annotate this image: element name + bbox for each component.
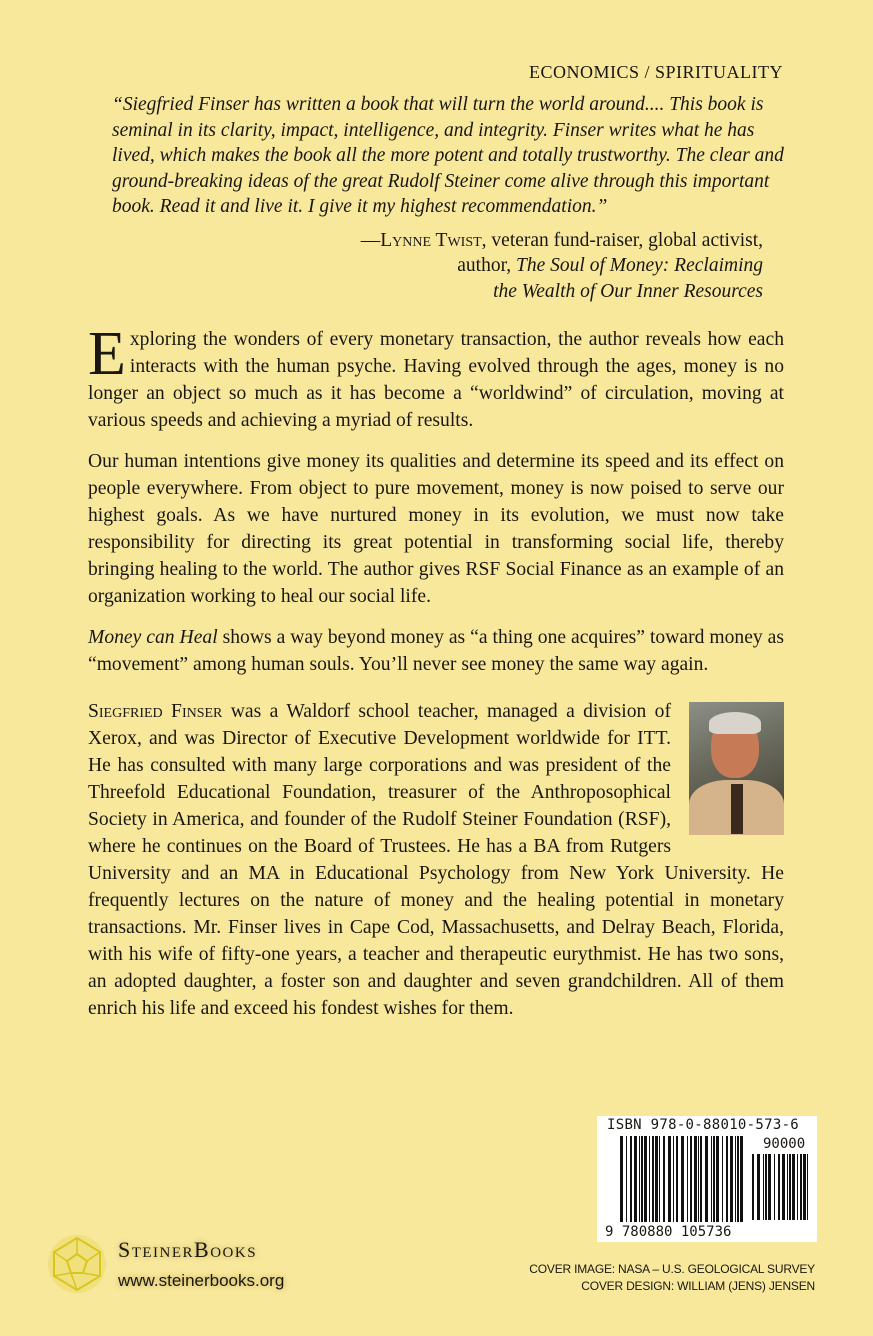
barcode-bar (659, 1136, 660, 1222)
barcode-bar (630, 1136, 632, 1222)
price-code: 90000 (763, 1136, 806, 1152)
barcode-bar (807, 1154, 808, 1220)
barcode-bar (782, 1154, 785, 1220)
barcode-bar (763, 1154, 764, 1220)
category-label: ECONOMICS / SPIRITUALITY (528, 62, 783, 82)
barcode-bar (676, 1136, 678, 1222)
barcode-bar (803, 1154, 806, 1220)
barcode-bar (730, 1136, 733, 1222)
barcode-bar (722, 1136, 723, 1222)
description-paragraph-2: Our human intentions give money its qualities and determine its speed and its effect on people everywhere. From object to pure movement, money is now poised to serve our highest goals. As we have nurtured money in its evolution, we must now take responsibility for directing its great potential in transforming social life, thereby bringing healing to the world. The author gives RSF Social Finance as an example of an organization working to heal our social life. (88, 451, 784, 607)
barcode-bar (765, 1154, 767, 1220)
endorsement-quote: “Siegfried Finser has written a book that will turn the world around.... This book is seminal in its clarity, impact, intelligence, and integrity. Finser writes what he has lived, which makes the book all the more potent and totally trustworthy. The clear and ground-breaking ideas of the great Rudolf Steiner come alive through this important book. Read it and live it. I give it my highest recommendation.” (112, 94, 784, 217)
cover-credits (529, 1261, 815, 1295)
barcode-bar (737, 1136, 739, 1222)
description-paragraph-3 (88, 624, 784, 678)
barcode-bar (768, 1154, 771, 1220)
barcode-bars (620, 1136, 748, 1222)
isbn-text: ISBN 978-0-88010-573-6 (607, 1117, 800, 1133)
barcode-bar (735, 1136, 736, 1222)
paragraph-text: xploring the wonders of every monetary transaction, the author reveals how each interacts with the human psyche. Having evolved through the ages, money is no longer an object so much as it has become a “worldwind” of circulation, moving at various speeds and achieving a myriad of results. (88, 329, 784, 431)
endorser-desc: , veteran fund-raiser, global activist, (481, 229, 763, 251)
book-title: Money can Heal (88, 627, 218, 648)
barcode-bar (797, 1154, 798, 1220)
publisher-name: SteinerBooks (118, 1237, 258, 1262)
barcode-bar (757, 1154, 760, 1220)
barcode-bar (668, 1136, 671, 1222)
barcode-bar (778, 1154, 780, 1220)
endorsement-attribution (88, 228, 763, 305)
image-credit: COVER IMAGE: NASA – U.S. GEOLOGICAL SURVEY (529, 1262, 815, 1276)
barcode-bar (792, 1154, 795, 1220)
barcode-bar (649, 1136, 650, 1222)
barcode-bar (700, 1136, 702, 1222)
barcode-bar (698, 1136, 699, 1222)
barcode-bar (787, 1154, 788, 1220)
endorser-name: Lynne Twist (380, 229, 482, 251)
barcode-bar (687, 1136, 688, 1222)
barcode-bar (663, 1136, 665, 1222)
barcode-bar (644, 1136, 647, 1222)
barcode-bar (652, 1136, 654, 1222)
drop-cap: E (88, 320, 126, 388)
book-title-cont: the Wealth of Our Inner Resources (493, 280, 763, 302)
author-bio (88, 698, 784, 1022)
barcode-bar (705, 1136, 708, 1222)
description-paragraph-1 (88, 320, 784, 434)
barcode-bar (752, 1154, 754, 1220)
barcode-bar (711, 1136, 712, 1222)
ean-number: 9 780880 105736 (605, 1224, 732, 1240)
barcode-bar (681, 1136, 684, 1222)
barcode-bar (620, 1136, 623, 1222)
barcode-bar (641, 1136, 643, 1222)
design-credit: COVER DESIGN: WILLIAM (JENS) JENSEN (581, 1279, 815, 1293)
paragraph-text: shows a way beyond money as “a thing one acquires” toward money as “movement” among human souls. You’ll never see money the same way again. (88, 627, 784, 675)
author-photo (689, 702, 784, 835)
barcode-bar (774, 1154, 775, 1220)
barcode-bar (634, 1136, 637, 1222)
dash: — (360, 229, 381, 251)
barcode-bar (716, 1136, 719, 1222)
barcode-bar (673, 1136, 674, 1222)
barcode-bar (800, 1154, 802, 1220)
bio-text: was a Waldorf school teacher, managed a division of Xerox, and was Director of Executive Development worldwide for ITT. He has consulted with many large corporations and was president of the Threefold Educational Foundation, treasurer of the Anthroposophical Society in America, and founder of the Rudolf Steiner Foundation (RSF), where he continues on the Board of Trustees. He has a BA from Rutgers University and an MA in Educational Psychology from New York University. He frequently lectures on the nature of money and the healing potential in monetary transactions. Mr. Finser lives in Cape Cod, Massachusetts, and Delray Beach, Florida, with his wife of fifty-one years, a teacher and therapeutic eurythmist. He has two sons, an adopted daughter, a foster son and daughter and seven grandchildren. All of them enrich his life and exceed his fondest wishes for them. (88, 701, 784, 1019)
barcode-bar (694, 1136, 697, 1222)
barcode-bar (740, 1136, 743, 1222)
barcode-bar (690, 1136, 692, 1222)
book-title: The Soul of Money: Reclaiming (516, 255, 763, 276)
author-name: Siegfried Finser (88, 701, 223, 722)
barcode-bar (655, 1136, 658, 1222)
barcode-bar (726, 1136, 728, 1222)
barcode-bar (789, 1154, 791, 1220)
steinerbooks-logo-icon (45, 1232, 109, 1296)
main-text-column (88, 92, 784, 1022)
author-prefix: author, (457, 255, 517, 276)
addon-barcode-bars (752, 1154, 814, 1220)
barcode-bar (639, 1136, 640, 1222)
barcode-bar (626, 1136, 627, 1222)
publisher-url: www.steinerbooks.org (118, 1271, 285, 1290)
barcode-bar (713, 1136, 715, 1222)
